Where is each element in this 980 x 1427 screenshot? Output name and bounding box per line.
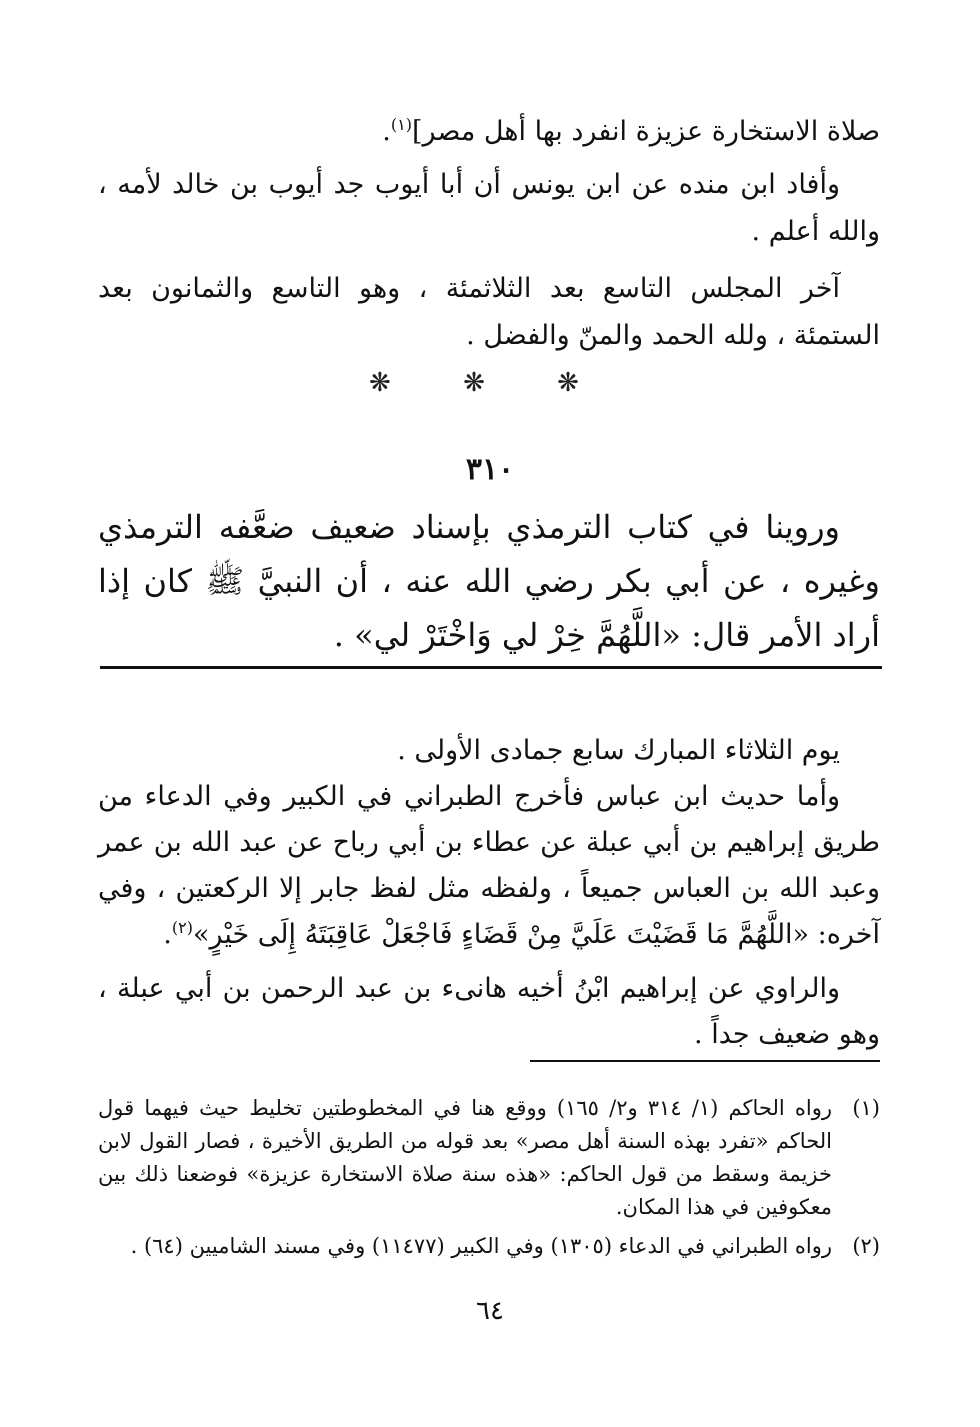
top-paragraph-1-end: . <box>382 116 391 147</box>
top-paragraph-2: وأفاد ابن منده عن ابن يونس أن أبا أيوب جد أيوب بن خالد لأمه ، والله أعلم . <box>98 169 880 247</box>
footnote-2-number: (٢) <box>852 1234 880 1258</box>
footnote-ref-1: (١) <box>390 115 412 134</box>
section-separator: ❋ ❋ ❋ <box>369 368 611 398</box>
footnotes <box>98 1092 880 1263</box>
commentary-section <box>98 728 880 1058</box>
footnote-1-number: (١) <box>852 1096 880 1120</box>
hadith-text: وروينا في كتاب الترمذي بإسناد ضعيف ضعَّفه الترمذي وغيره ، عن أبي بكر رضي الله عنه ، أن النبيَّ ﷺ كان إذا أراد الأمر قال: «اللَّهُمَّ خِرْ لي وَاخْتَرْ لي» . <box>98 508 880 654</box>
footnote-2-text: رواه الطبراني في الدعاء (١٣٠٥) وفي الكبير (١١٤٧٧) وفي مسند الشاميين (٦٤) . <box>130 1234 832 1258</box>
hadith-section <box>98 500 880 662</box>
footnote-ref-2: (٢) <box>171 918 193 937</box>
top-paragraph-3: آخر المجلس التاسع بعد الثلاثمئة ، وهو التاسع والثمانون بعد الستمئة ، ولله الحمد والمنّ والفضل . <box>98 273 880 351</box>
footnote-1 <box>98 1092 880 1224</box>
hadith-divider <box>100 666 882 669</box>
commentary-paragraph-1: يوم الثلاثاء المبارك سابع جمادى الأولى . <box>397 735 840 766</box>
commentary-paragraph-2-text: وأما حديث ابن عباس فأخرج الطبراني في الكبير وفي الدعاء من طريق إبراهيم بن أبي عبلة عن عطاء بن أبي رباح عن عبد الله بن عمر وعبد الله بن العباس جميعاً ، ولفظه مثل لفظ جابر إلا الركعتين ، وفي آخره: «اللَّهُمَّ مَا قَضَيْتَ عَلَيَّ مِنْ قَضَاءٍ فَاجْعَلْ عَاقِبَتَهُ إِلَى خَيْرٍ» <box>98 781 880 950</box>
footnote-2 <box>98 1230 880 1263</box>
page-number: ٦٤ <box>476 1296 504 1326</box>
commentary-paragraph-2 <box>98 774 880 958</box>
footnote-divider <box>530 1060 880 1062</box>
footnote-1-text: رواه الحاكم (١/ ٣١٤ و٢/ ١٦٥) ووقع هنا في المخطوطتين تخليط حيث فيهما قول الحاكم «تفرد بهذه السنة أهل مصر» بعد قوله من الطريق الأخيرة ، فصار القول لابن خزيمة وسقط من قول الحاكم: «هذه سنة صلاة الاستخارة عزيزة» فوضعنا ذلك بين معكوفين في هذا المكان. <box>98 1096 832 1219</box>
top-section <box>98 108 880 359</box>
commentary-paragraph-2-end: . <box>163 919 172 950</box>
commentary-paragraph-3: والراوي عن إبراهيم ابْنُ أخيه هانىء بن عبد الرحمن بن أبي عبلة ، وهو ضعيف جداً . <box>98 973 880 1050</box>
hadith-number: ٣١٠ <box>465 452 515 487</box>
top-paragraph-1-text: صلاة الاستخارة عزيزة انفرد بها أهل مصر] <box>411 116 880 147</box>
top-paragraph-1 <box>98 108 880 155</box>
